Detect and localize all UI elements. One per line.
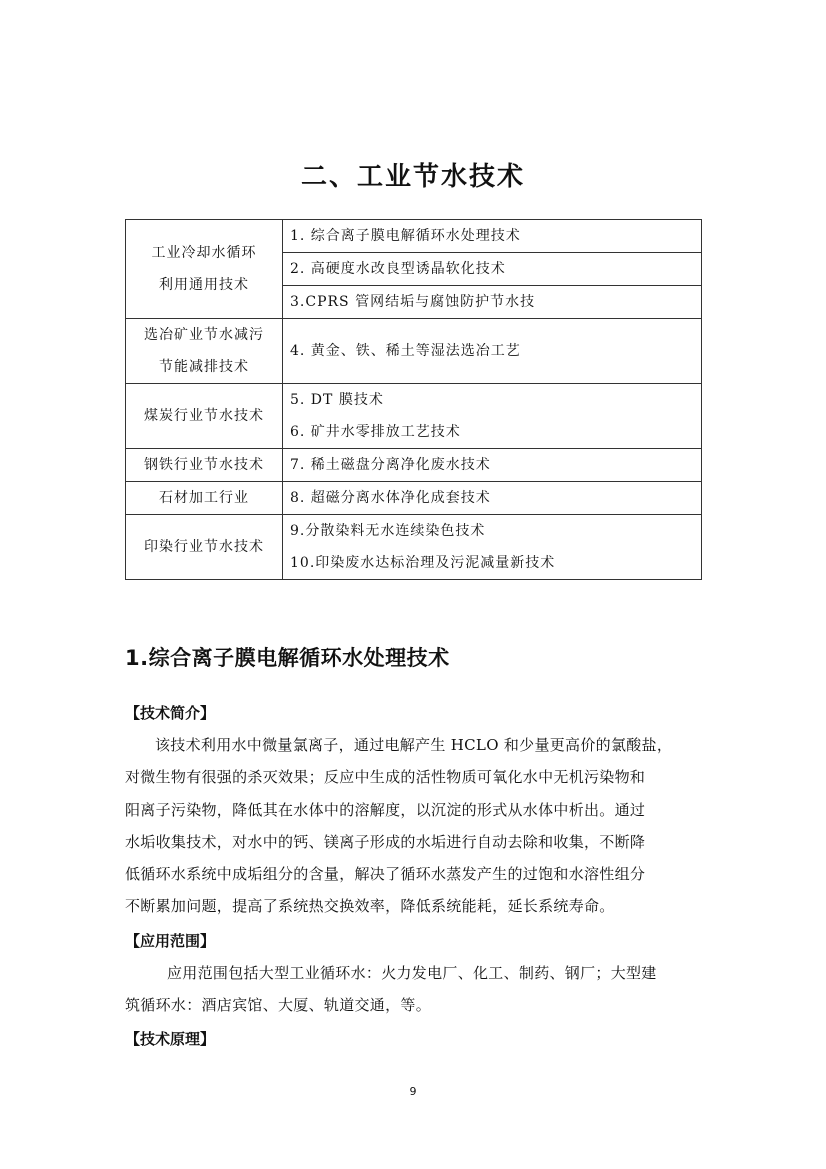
table-row (126, 319, 702, 384)
scope-paragraph (125, 957, 701, 1022)
category-cell (126, 384, 283, 449)
paragraph-line: 低循环水系统中成垢组分的含量，解决了循环水蒸发产生的过饱和水溶性组分 (125, 865, 646, 884)
paragraph-line: 不断累加问题，提高了系统热交换效率，降低系统能耗，延长系统寿命。 (125, 897, 615, 916)
category-line: 钢铁行业节水技术 (144, 457, 264, 473)
items-cell (283, 319, 702, 384)
tech-item: 4. 黄金、铁、稀土等湿法选冶工艺 (290, 343, 521, 359)
category-line: 印染行业节水技术 (144, 539, 264, 555)
intro-label: 【技术简介】 (125, 704, 216, 722)
scope-label: 【应用范围】 (125, 932, 216, 950)
page-title: 二、工业节水技术 (300, 162, 525, 192)
category-cell (126, 482, 283, 515)
category-cell (126, 449, 283, 482)
category-line: 煤炭行业节水技术 (144, 408, 264, 424)
items-cell (283, 384, 702, 449)
principle-label: 【技术原理】 (125, 1030, 216, 1048)
table-row (126, 449, 702, 482)
paragraph-line: 对微生物有很强的杀灭效果；反应中生成的活性物质可氧化水中无机污染物和 (125, 768, 646, 787)
technology-summary-table (125, 219, 702, 580)
category-cell (126, 515, 283, 580)
category-cell (126, 319, 283, 384)
table-row (126, 482, 702, 515)
tech-item: 7. 稀土磁盘分离净化废水技术 (290, 457, 491, 473)
tech-item: 8. 超磁分离水体净化成套技术 (290, 490, 491, 506)
items-cell (283, 515, 702, 580)
table-row (126, 220, 702, 319)
paragraph-line: 筑循环水：酒店宾馆、大厦、轨道交通，等。 (125, 996, 432, 1015)
category-cell (126, 220, 283, 319)
paragraph-line: 该技术利用水中微量氯离子，通过电解产生 HCLO 和少量更高价的氯酸盐， (155, 736, 673, 754)
intro-paragraph (125, 729, 701, 923)
paragraph-line: 水垢收集技术，对水中的钙、镁离子形成的水垢进行自动去除和收集，不断降 (125, 832, 646, 851)
table-row (126, 515, 702, 580)
category-line: 选冶矿业节水减污 (144, 327, 264, 343)
items-cell (283, 449, 702, 482)
tech-item: 10.印染废水达标治理及污泥减量新技术 (290, 555, 556, 571)
tech-item: 2. 高硬度水改良型诱晶软化技术 (283, 253, 701, 286)
tech-item: 5. DT 膜技术 (290, 392, 384, 408)
tech-item: 1. 综合离子膜电解循环水处理技术 (283, 220, 701, 253)
category-line: 利用通用技术 (159, 277, 249, 293)
page-number: 9 (409, 1085, 417, 1098)
paragraph-line: 阳离子污染物，降低其在水体中的溶解度，以沉淀的形式从水体中析出。通过 (125, 800, 646, 819)
section-heading: 1.综合离子膜电解循环水处理技术 (125, 646, 450, 670)
items-cell (283, 220, 702, 319)
tech-item: 3.CPRS 管网结垢与腐蚀防护节水技 (290, 294, 536, 310)
table-row (126, 384, 702, 449)
tech-item: 6. 矿井水零排放工艺技术 (290, 424, 461, 440)
tech-item: 9.分散染料无水连续染色技术 (290, 523, 486, 539)
category-line: 石材加工行业 (159, 490, 249, 506)
items-cell (283, 482, 702, 515)
category-line: 节能减排技术 (159, 359, 249, 375)
category-line: 工业冷却水循环 (151, 245, 257, 261)
paragraph-line: 应用范围包括大型工业循环水：火力发电厂、化工、制药、钢厂；大型建 (167, 964, 657, 982)
